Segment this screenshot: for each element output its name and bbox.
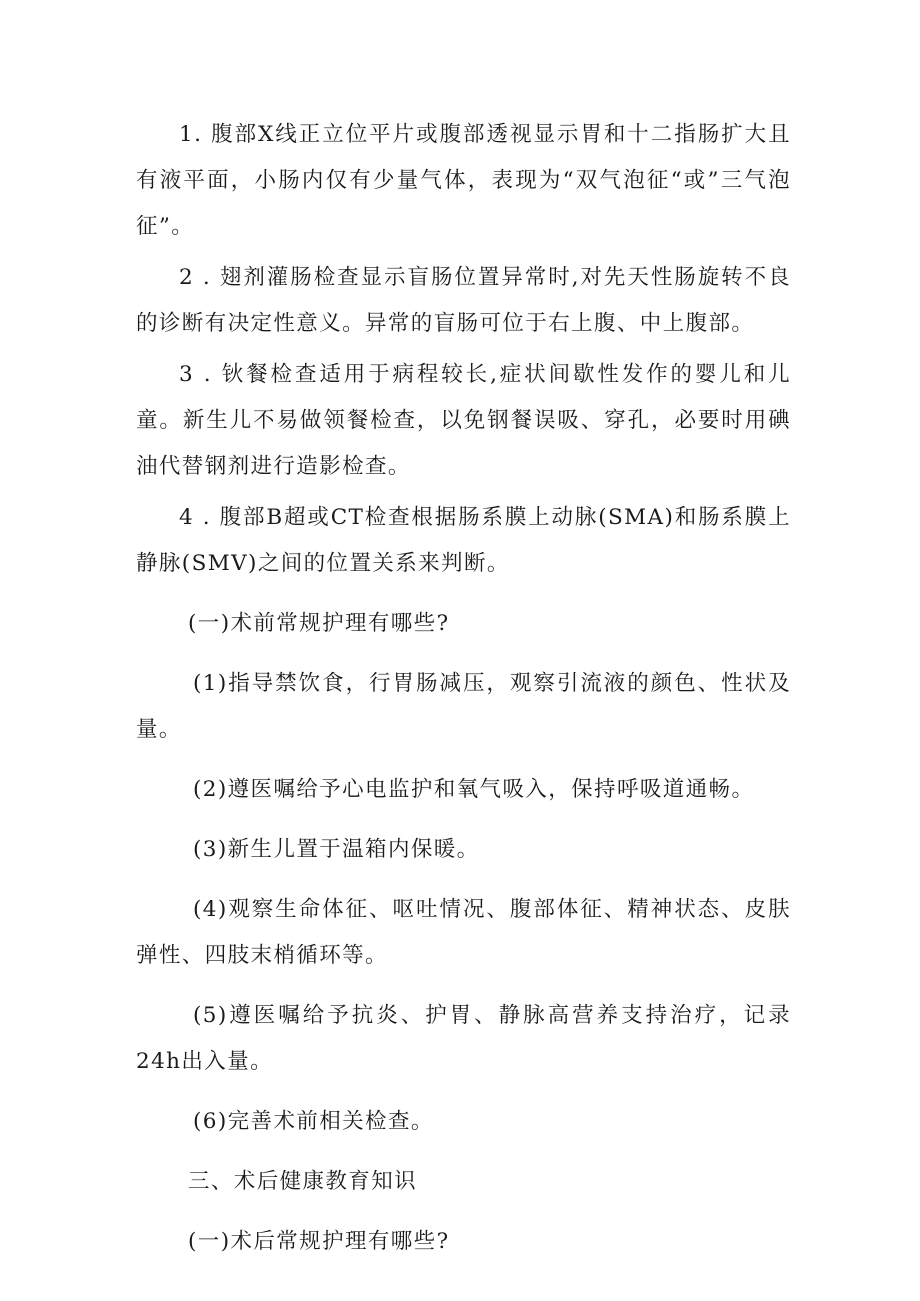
- section-heading-preop-care: (一)术前常规护理有哪些?: [188, 611, 450, 636]
- list-item-incubator: (3)新生儿置于温箱内保暖。: [193, 837, 480, 862]
- list-item-monitoring: (2)遵医嘱给予心电监护和氧气吸入，保持呼吸道通畅。: [193, 777, 755, 802]
- document-body: [136, 112, 791, 1279]
- section-heading-postop-care: (一)术后常规护理有哪些?: [188, 1229, 450, 1254]
- list-item-observation: (4)观察生命体征、呕吐情况、腹部体征、精神状态、皮肤弹性、四肢末梢循环等。: [136, 897, 791, 968]
- paragraph-ultrasound-ct: 4 . 腹部B超或CT检查根据肠系膜上动脉(SMA)和肠系膜上静脉(SMV)之间的位置关系来判断。: [136, 505, 791, 576]
- paragraph-xray: 1. 腹部X线正立位平片或腹部透视显示胃和十二指肠扩大且有液平面，小肠内仅有少量气体，表现为“双气泡征“或”三气泡征”。: [136, 122, 791, 239]
- list-item-fasting: (1)指导禁饮食，行胃肠减压，观察引流液的颜色、性状及量。: [136, 671, 791, 742]
- list-item-treatment: (5)遵医嘱给予抗炎、护胃、静脉高营养支持治疗，记录24h出入量。: [136, 1003, 791, 1074]
- list-item-preop-exams: (6)完善术前相关检查。: [193, 1109, 434, 1134]
- paragraph-enema: 2 . 翅剂灌肠检查显示盲肠位置异常时,对先天性肠旋转不良的诊断有决定性意义。异常的盲肠可位于右上腹、中上腹部。: [136, 265, 791, 336]
- section-title-postop-education: 三、术后健康教育知识: [188, 1169, 418, 1194]
- paragraph-barium-meal: 3 . 钬餐检查适用于病程较长,症状间歇性发作的婴儿和儿童。新生儿不易做领餐检查，以免钢餐误吸、穿孔，必要时用碘油代替钢剂进行造影检查。: [136, 362, 791, 479]
